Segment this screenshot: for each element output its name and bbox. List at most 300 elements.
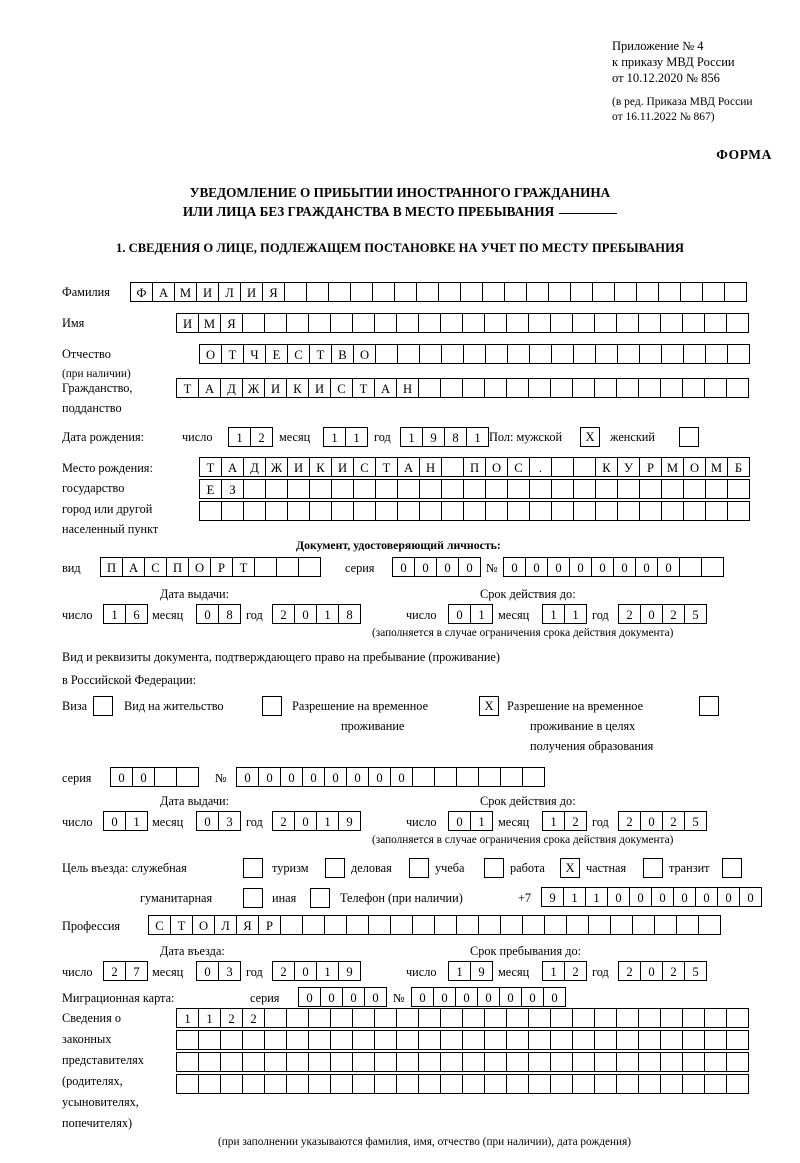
cell[interactable] [573,501,596,521]
cell[interactable] [528,378,551,398]
cell[interactable]: 2 [220,1008,243,1028]
cell[interactable]: О [683,457,706,477]
cell[interactable] [242,313,265,333]
cell[interactable]: И [331,457,354,477]
cell[interactable] [396,313,419,333]
cell[interactable] [705,501,728,521]
cell[interactable]: 9 [470,961,493,981]
cell[interactable]: П [463,457,486,477]
cell[interactable] [551,457,574,477]
cell[interactable] [242,1030,265,1050]
cell[interactable]: 0 [695,887,718,907]
cell[interactable] [682,1052,705,1072]
cell[interactable] [617,344,640,364]
checkbox-temp-residence[interactable]: Х [479,696,499,716]
cell[interactable]: 2 [662,961,685,981]
checkbox-sex-female[interactable] [679,427,699,447]
cell[interactable] [396,1030,419,1050]
cell[interactable] [396,1074,419,1094]
cell[interactable]: 0 [657,557,680,577]
cell[interactable]: 0 [569,557,592,577]
cell[interactable]: Н [396,378,419,398]
cell[interactable]: . [529,457,552,477]
cell[interactable]: 0 [640,961,663,981]
cell[interactable]: 0 [324,767,347,787]
cell[interactable] [330,1008,353,1028]
cell[interactable] [199,501,222,521]
cell[interactable]: 0 [717,887,740,907]
cell[interactable] [661,344,684,364]
cell[interactable] [528,1008,551,1028]
cell[interactable] [484,378,507,398]
cell[interactable] [654,915,677,935]
cell[interactable] [176,1074,199,1094]
cell[interactable] [638,1074,661,1094]
cell[interactable] [500,915,523,935]
cell[interactable] [352,1030,375,1050]
cell[interactable]: 2 [242,1008,265,1028]
cell[interactable] [308,1052,331,1072]
cell[interactable] [418,1074,441,1094]
cell[interactable]: 8 [218,604,241,624]
cell[interactable] [682,1008,705,1028]
cell[interactable] [705,344,728,364]
cell[interactable]: О [485,457,508,477]
checkbox-edu-residence[interactable] [699,696,719,716]
cell[interactable]: 9 [338,961,361,981]
cell[interactable] [550,1030,573,1050]
cell[interactable]: 9 [338,811,361,831]
cell[interactable]: О [199,344,222,364]
cell[interactable] [441,501,464,521]
cell[interactable] [660,378,683,398]
cell[interactable]: Р [258,915,281,935]
cell[interactable]: З [221,479,244,499]
cell[interactable] [441,479,464,499]
cell[interactable] [220,1074,243,1094]
cell[interactable] [660,1074,683,1094]
cell[interactable] [418,313,441,333]
cell[interactable] [397,344,420,364]
cell[interactable] [353,501,376,521]
cell[interactable]: 0 [302,767,325,787]
cell[interactable]: 0 [258,767,281,787]
cell[interactable] [374,1030,397,1050]
cell[interactable]: Р [210,557,233,577]
cell[interactable] [506,1030,529,1050]
cell[interactable]: 2 [564,961,587,981]
cell[interactable] [418,1052,441,1072]
cell[interactable] [284,282,307,302]
cell[interactable] [594,1052,617,1072]
cell[interactable]: 0 [436,557,459,577]
cell[interactable]: 1 [125,811,148,831]
cell[interactable]: 2 [272,961,295,981]
cell[interactable]: 0 [499,987,522,1007]
cell[interactable]: К [309,457,332,477]
cell[interactable]: 5 [684,961,707,981]
cell[interactable] [254,557,277,577]
cell[interactable] [588,915,611,935]
cell[interactable] [522,915,545,935]
cell[interactable] [328,282,351,302]
cell[interactable] [456,915,479,935]
cell[interactable]: И [308,378,331,398]
cell[interactable] [616,313,639,333]
cell[interactable] [592,282,615,302]
cell[interactable]: М [661,457,684,477]
cell[interactable]: 0 [433,987,456,1007]
cell[interactable]: 0 [525,557,548,577]
cell[interactable] [727,479,750,499]
cell[interactable]: Ч [243,344,266,364]
cell[interactable]: И [264,378,287,398]
cell[interactable]: 0 [629,887,652,907]
cell[interactable] [243,501,266,521]
cell[interactable]: Л [218,282,241,302]
cell[interactable] [484,1052,507,1072]
cell[interactable] [176,1030,199,1050]
cell[interactable] [507,344,530,364]
checkbox-visa[interactable] [93,696,113,716]
cell[interactable]: 2 [272,604,295,624]
cell[interactable] [463,501,486,521]
cell[interactable] [478,915,501,935]
cell[interactable] [374,1074,397,1094]
cell[interactable] [639,344,662,364]
cell[interactable]: 0 [320,987,343,1007]
cell[interactable]: 0 [294,604,317,624]
cell[interactable] [264,1030,287,1050]
cell[interactable] [548,282,571,302]
cell[interactable]: 9 [422,427,445,447]
cell[interactable] [506,313,529,333]
cell[interactable]: Я [262,282,285,302]
cell[interactable]: 2 [662,811,685,831]
cell[interactable] [419,501,442,521]
cell[interactable] [638,1030,661,1050]
cell[interactable] [726,1030,749,1050]
cell[interactable] [726,1052,749,1072]
cell[interactable]: 1 [542,604,565,624]
cell[interactable]: 8 [338,604,361,624]
cell[interactable]: 8 [444,427,467,447]
cell[interactable] [507,479,530,499]
cell[interactable] [220,1052,243,1072]
cell[interactable] [701,557,724,577]
cell[interactable] [396,1008,419,1028]
cell[interactable]: А [397,457,420,477]
cell[interactable] [484,1030,507,1050]
cell[interactable]: 1 [400,427,423,447]
cell[interactable]: С [287,344,310,364]
cell[interactable]: 0 [346,767,369,787]
cell[interactable]: 0 [477,987,500,1007]
cell[interactable]: 1 [470,811,493,831]
cell[interactable] [265,479,288,499]
cell[interactable] [440,1052,463,1072]
cell[interactable] [529,344,552,364]
checkbox-sex-male[interactable]: Х [580,427,600,447]
cell[interactable] [660,1008,683,1028]
cell[interactable]: 3 [218,961,241,981]
checkbox-purpose-transit[interactable] [722,858,742,878]
cell[interactable]: 0 [280,767,303,787]
cell[interactable]: 0 [521,987,544,1007]
cell[interactable] [698,915,721,935]
cell[interactable]: С [507,457,530,477]
cell[interactable]: 1 [563,887,586,907]
cell[interactable]: 1 [542,961,565,981]
checkbox-purpose-tourism[interactable] [325,858,345,878]
cell[interactable]: С [353,457,376,477]
cell[interactable]: Д [220,378,243,398]
cell[interactable]: 1 [542,811,565,831]
cell[interactable] [632,915,655,935]
cell[interactable] [636,282,659,302]
cell[interactable] [264,1008,287,1028]
cell[interactable] [375,479,398,499]
cell[interactable] [638,378,661,398]
cell[interactable]: А [122,557,145,577]
cell[interactable] [418,1030,441,1050]
cell[interactable]: Н [419,457,442,477]
cell[interactable]: 0 [110,767,133,787]
cell[interactable]: М [198,313,221,333]
cell[interactable] [506,1052,529,1072]
cell[interactable] [280,915,303,935]
cell[interactable]: 1 [316,961,339,981]
cell[interactable] [705,479,728,499]
cell[interactable]: О [353,344,376,364]
cell[interactable] [676,915,699,935]
cell[interactable] [416,282,439,302]
cell[interactable]: О [188,557,211,577]
cell[interactable]: Я [236,915,259,935]
cell[interactable]: 1 [103,604,126,624]
cell[interactable] [704,378,727,398]
cell[interactable]: 1 [470,604,493,624]
cell[interactable] [683,344,706,364]
cell[interactable]: И [287,457,310,477]
cell[interactable] [460,282,483,302]
cell[interactable]: Б [727,457,750,477]
cell[interactable] [661,479,684,499]
cell[interactable] [198,1074,221,1094]
cell[interactable] [594,1030,617,1050]
cell[interactable] [418,1008,441,1028]
cell[interactable] [616,1030,639,1050]
cell[interactable] [572,1008,595,1028]
cell[interactable] [441,344,464,364]
cell[interactable] [595,344,618,364]
cell[interactable] [550,1074,573,1094]
cell[interactable]: Ж [242,378,265,398]
cell[interactable] [522,767,545,787]
cell[interactable] [682,378,705,398]
cell[interactable] [478,767,501,787]
cell[interactable]: 2 [618,961,641,981]
cell[interactable] [616,378,639,398]
cell[interactable] [330,1074,353,1094]
cell[interactable] [679,557,702,577]
cell[interactable]: Т [375,457,398,477]
cell[interactable] [176,767,199,787]
cell[interactable]: С [148,915,171,935]
cell[interactable] [704,1074,727,1094]
cell[interactable] [243,479,266,499]
cell[interactable]: 5 [684,604,707,624]
cell[interactable] [544,915,567,935]
cell[interactable] [614,282,637,302]
cell[interactable] [286,1074,309,1094]
cell[interactable] [462,313,485,333]
cell[interactable] [573,344,596,364]
cell[interactable] [412,767,435,787]
cell[interactable] [287,501,310,521]
cell[interactable] [308,1074,331,1094]
cell[interactable]: А [152,282,175,302]
cell[interactable] [419,479,442,499]
cell[interactable] [550,1008,573,1028]
cell[interactable] [572,313,595,333]
cell[interactable] [440,1008,463,1028]
cell[interactable]: 2 [250,427,273,447]
cell[interactable]: 0 [640,811,663,831]
cell[interactable] [441,457,464,477]
cell[interactable]: 2 [662,604,685,624]
cell[interactable]: 0 [640,604,663,624]
cell[interactable] [330,1052,353,1072]
cell[interactable]: 1 [176,1008,199,1028]
cell[interactable] [484,1074,507,1094]
cell[interactable] [463,344,486,364]
cell[interactable] [331,501,354,521]
cell[interactable] [286,1030,309,1050]
checkbox-purpose-work[interactable]: Х [560,858,580,878]
cell[interactable] [397,479,420,499]
cell[interactable] [330,313,353,333]
cell[interactable] [594,313,617,333]
cell[interactable] [616,1052,639,1072]
cell[interactable] [302,915,325,935]
cell[interactable] [324,915,347,935]
cell[interactable]: 6 [125,604,148,624]
cell[interactable] [726,378,749,398]
cell[interactable] [221,501,244,521]
cell[interactable] [682,313,705,333]
cell[interactable] [727,501,750,521]
cell[interactable] [434,915,457,935]
cell[interactable]: Ф [130,282,153,302]
cell[interactable]: 0 [543,987,566,1007]
cell[interactable] [658,282,681,302]
checkbox-purpose-study[interactable] [484,858,504,878]
cell[interactable] [418,378,441,398]
cell[interactable] [660,1052,683,1072]
cell[interactable] [286,313,309,333]
cell[interactable] [683,479,706,499]
cell[interactable]: М [705,457,728,477]
cell[interactable]: С [330,378,353,398]
cell[interactable]: 1 [323,427,346,447]
cell[interactable]: 0 [503,557,526,577]
cell[interactable] [352,313,375,333]
cell[interactable]: 1 [316,604,339,624]
cell[interactable]: О [192,915,215,935]
cell[interactable]: 0 [673,887,696,907]
cell[interactable] [482,282,505,302]
cell[interactable] [617,479,640,499]
cell[interactable] [526,282,549,302]
cell[interactable] [374,1008,397,1028]
cell[interactable]: Т [221,344,244,364]
cell[interactable] [330,1030,353,1050]
cell[interactable] [638,1052,661,1072]
cell[interactable]: 7 [125,961,148,981]
cell[interactable]: Е [265,344,288,364]
cell[interactable] [419,344,442,364]
cell[interactable]: 0 [739,887,762,907]
cell[interactable] [594,1008,617,1028]
cell[interactable] [463,479,486,499]
cell[interactable] [683,501,706,521]
cell[interactable]: И [196,282,219,302]
cell[interactable]: 0 [236,767,259,787]
cell[interactable] [528,1052,551,1072]
cell[interactable] [375,344,398,364]
cell[interactable] [484,313,507,333]
cell[interactable]: Т [176,378,199,398]
cell[interactable] [374,313,397,333]
cell[interactable]: 0 [342,987,365,1007]
cell[interactable]: П [100,557,123,577]
cell[interactable] [550,378,573,398]
cell[interactable] [390,915,413,935]
cell[interactable] [374,1052,397,1072]
cell[interactable] [573,457,596,477]
cell[interactable] [506,1008,529,1028]
cell[interactable]: 0 [414,557,437,577]
cell[interactable] [242,1052,265,1072]
cell[interactable]: 0 [196,604,219,624]
cell[interactable] [306,282,329,302]
cell[interactable]: Т [199,457,222,477]
cell[interactable]: 0 [411,987,434,1007]
cell[interactable] [265,501,288,521]
cell[interactable] [528,1074,551,1094]
cell[interactable] [726,1008,749,1028]
cell[interactable]: 2 [618,604,641,624]
cell[interactable] [616,1074,639,1094]
cell[interactable]: И [240,282,263,302]
cell[interactable] [638,313,661,333]
cell[interactable] [485,344,508,364]
cell[interactable]: К [286,378,309,398]
cell[interactable]: 0 [651,887,674,907]
cell[interactable] [610,915,633,935]
cell[interactable]: У [617,457,640,477]
cell[interactable]: И [176,313,199,333]
cell[interactable]: Е [199,479,222,499]
cell[interactable] [529,501,552,521]
cell[interactable] [346,915,369,935]
cell[interactable] [595,501,618,521]
cell[interactable]: 1 [564,604,587,624]
cell[interactable] [484,1008,507,1028]
cell[interactable] [394,282,417,302]
cell[interactable]: Т [309,344,332,364]
